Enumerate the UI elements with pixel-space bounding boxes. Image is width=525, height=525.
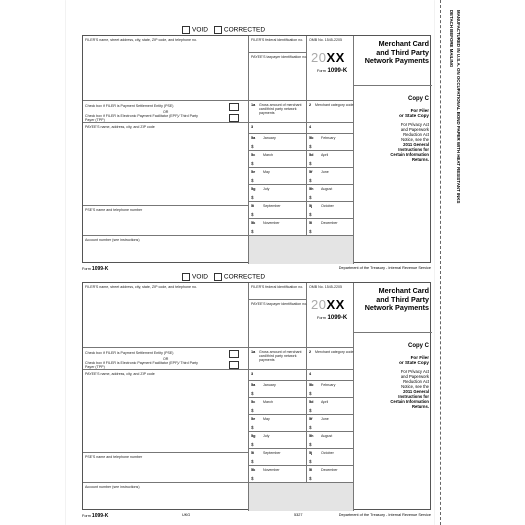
copy-note: For Privacy Act and Paperwork Reduction Act Notice, see the 2011 General Instructions for Certain Information Returns. [390,369,429,409]
payee-name-field[interactable]: PAYEE'S name, address, city, and ZIP code [83,370,249,453]
payee-name-field[interactable]: PAYEE'S name, address, city, and ZIP code [83,123,249,206]
box1-field[interactable]: 1a Gross amount of merchant card/third party network payments [249,348,307,370]
form-number: Form 1099-K [317,315,348,321]
omb-year-cell: OMB No. 1545-2205 20XX Form 1099-K [307,283,354,348]
box4-field[interactable]: 4 [307,123,354,134]
copy-sub: For Filer or State Copy [399,108,429,119]
month-5i[interactable]: 5i September $ [249,449,307,466]
month-5k[interactable]: 5k November $ [249,219,307,236]
box3-field[interactable]: 3 [249,370,307,381]
box2-field[interactable]: 2 Merchant category code [307,348,354,370]
month-5d[interactable]: 5d April $ [307,151,354,168]
box4-field[interactable]: 4 [307,370,354,381]
footer-form-name: Form 1099-K [82,266,109,272]
footer-dept: Department of the Treasury - Internal Revenue Service [338,266,431,270]
box1-field[interactable]: 1a Gross amount of merchant card/third party network payments [249,101,307,123]
filer-tin-field[interactable]: FILER'S federal identification no. [249,283,307,300]
month-5f[interactable]: 5f June $ [307,168,354,185]
corrected-checkbox[interactable]: CORRECTED [214,26,265,34]
copy-heading: Copy C [408,343,429,349]
epf-checkbox[interactable] [229,361,239,369]
payee-tin-field[interactable]: PAYEE'S taxpayer identification no. [249,300,307,348]
box2-field[interactable]: 2 Merchant category code [307,101,354,123]
void-checkbox[interactable]: VOID [182,273,208,281]
side-text [444,10,464,270]
title-cell [354,36,432,86]
month-5c[interactable]: 5c March $ [249,151,307,168]
footer-form-name: Form 1099-K [82,513,109,519]
account-field[interactable]: Account number (see instructions) [83,483,249,511]
month-5f[interactable]: 5f June $ [307,415,354,432]
account-field[interactable]: Account number (see instructions) [83,236,249,264]
month-5e[interactable]: 5e May $ [249,168,307,185]
form-title: Merchant Card and Third Party Network Payments [364,286,429,313]
month-5d[interactable]: 5d April $ [307,398,354,415]
pse-name-field[interactable]: PSE'S name and telephone number [83,206,249,236]
corrected-checkbox[interactable]: CORRECTED [214,273,265,281]
form-title: Merchant Card and Third Party Network Payments [364,39,429,66]
void-corrected-row [182,273,265,281]
form-1099k-top [82,26,431,272]
month-5e[interactable]: 5e May $ [249,415,307,432]
copy-c-cell [354,333,432,511]
pse-checkbox[interactable] [229,103,239,111]
month-5l[interactable]: 5l December $ [307,219,354,236]
month-5l[interactable]: 5l December $ [307,466,354,483]
month-5h[interactable]: 5h August $ [307,185,354,202]
month-5b[interactable]: 5b February $ [307,381,354,398]
month-5j[interactable]: 5j October $ [307,449,354,466]
form-grid [82,282,431,510]
omb-year-cell: OMB No. 1545-2205 20XX Form 1099-K [307,36,354,101]
check-pse-row: Check box if FILER is Payment Settlement Entity (PSE) OR Check box if FILER is Electronic Payment Facilitator (EPF)/ Third Party Payer (TPP) [83,101,249,123]
check-pse-row: Check box if FILER is Payment Settlement Entity (PSE) OR Check box if FILER is Electronic Payment Facilitator (EPF)/ Third Party Payer (TPP) [83,348,249,370]
filer-tin-field[interactable]: FILER'S federal identification no. [249,36,307,53]
void-corrected-row [182,26,265,34]
footer-code-ukg: UKG [182,513,191,517]
month-5h[interactable]: 5h August $ [307,432,354,449]
month-5k[interactable]: 5k November $ [249,466,307,483]
side-text-detach: DETACH BEFORE MAILING [449,10,454,68]
shaded-area [249,236,354,264]
filer-name-field[interactable]: FILER'S name, street address, city, state, ZIP code, and telephone no. [83,283,249,348]
month-5g[interactable]: 5g July $ [249,185,307,202]
tax-year: 20XX [311,50,345,65]
perforation-line [440,0,441,525]
copy-sub: For Filer or State Copy [399,355,429,366]
side-text-manufactured: MANUFACTURED IN U.S.A. ON OCCUPATIONAL BOND PAPER WITH HEAT RESISTANT INKS [456,10,461,204]
box3-field[interactable]: 3 [249,123,307,134]
footer-dept: Department of the Treasury - Internal Revenue Service [338,513,431,517]
title-cell [354,283,432,333]
month-5g[interactable]: 5g July $ [249,432,307,449]
epf-checkbox[interactable] [229,114,239,122]
copy-note: For Privacy Act and Paperwork Reduction Act Notice, see the 2011 General Instructions for Certain Information Returns. [390,122,429,162]
month-5a[interactable]: 5a January $ [249,134,307,151]
copy-c-cell [354,86,432,264]
month-5b[interactable]: 5b February $ [307,134,354,151]
footer-code-5327: 5327 [294,513,303,517]
month-5a[interactable]: 5a January $ [249,381,307,398]
pse-name-field[interactable]: PSE'S name and telephone number [83,453,249,483]
payee-tin-field[interactable]: PAYEE'S taxpayer identification no. [249,53,307,101]
shaded-area [249,483,354,511]
form-grid [82,35,431,263]
filer-name-field[interactable]: FILER'S name, street address, city, state, ZIP code, and telephone no. [83,36,249,101]
void-checkbox[interactable]: VOID [182,26,208,34]
month-5c[interactable]: 5c March $ [249,398,307,415]
month-5i[interactable]: 5i September $ [249,202,307,219]
form-1099k-bottom [82,273,431,519]
copy-heading: Copy C [408,96,429,102]
form-number: Form 1099-K [317,68,348,74]
month-5j[interactable]: 5j October $ [307,202,354,219]
tax-year: 20XX [311,297,345,312]
pse-checkbox[interactable] [229,350,239,358]
